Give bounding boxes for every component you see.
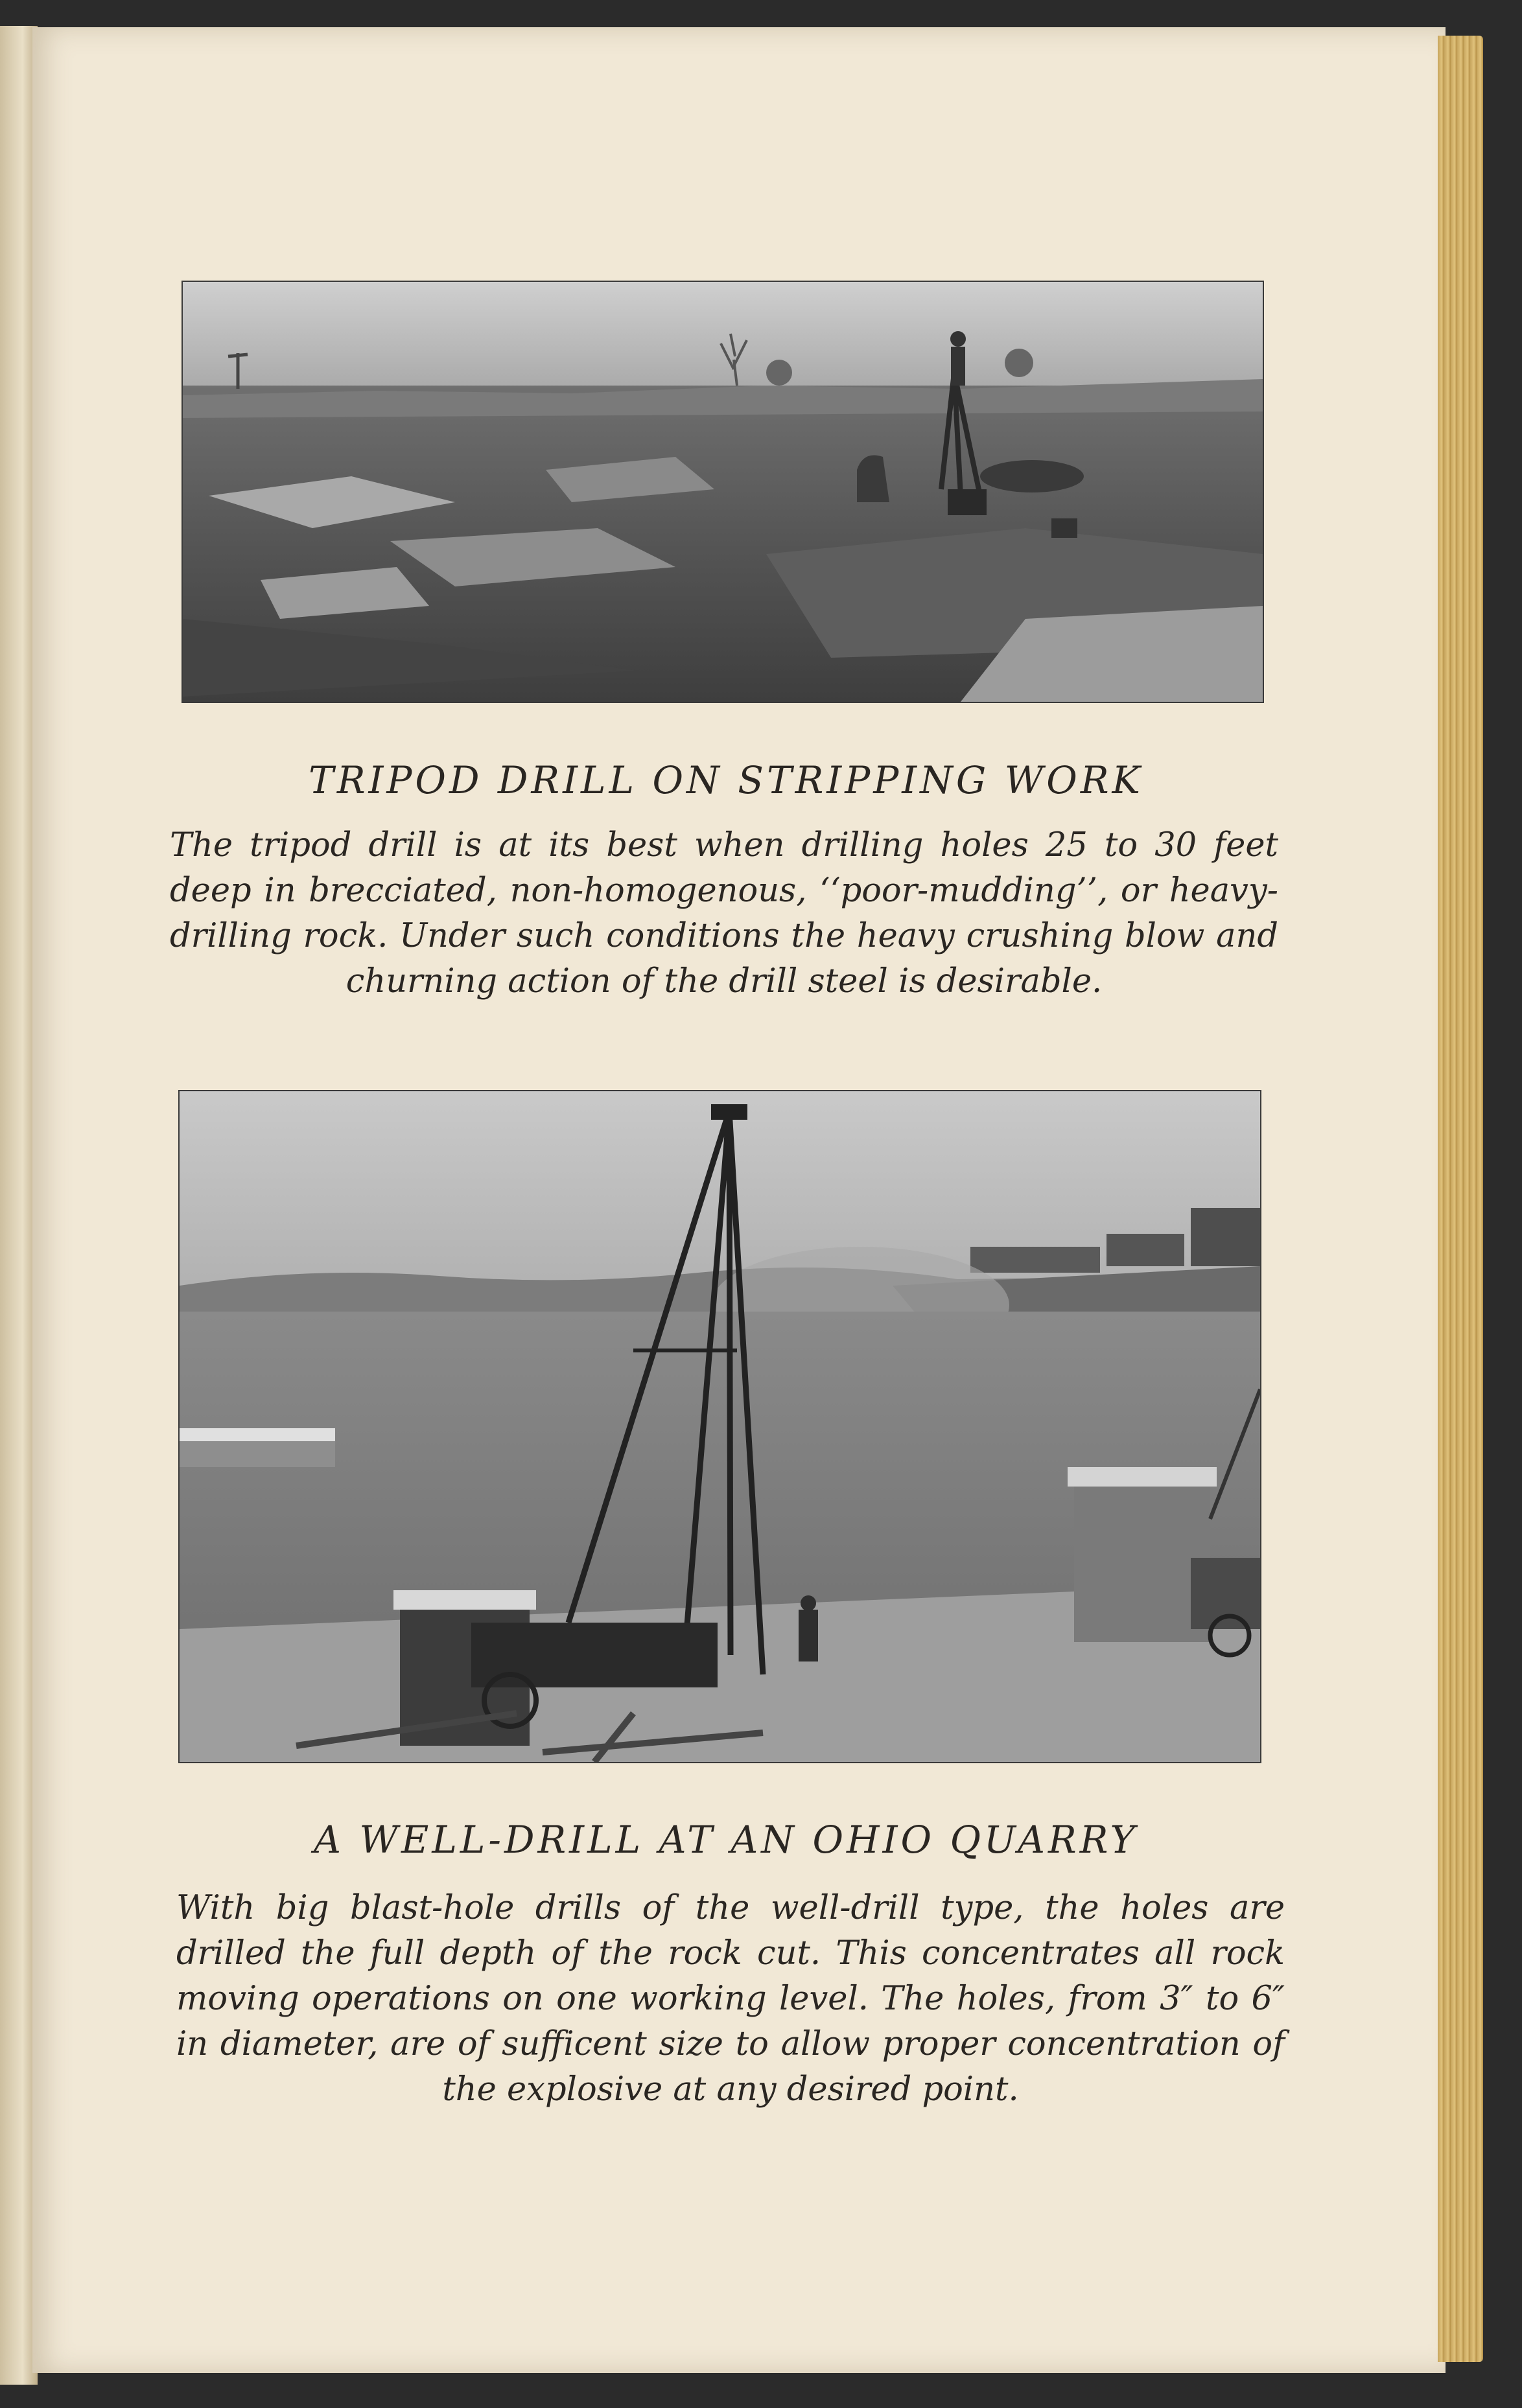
well-drill-photo (178, 1090, 1261, 1763)
figure-1-title: TRIPOD DRILL ON STRIPPING WORK (309, 758, 1143, 802)
figure-2-caption: With big blast-hole drills of the well-drill type, the holes are drilled the full depth of the rock cut. This concentrates all rock moving operations on one working level. The holes, from 3″ to 6″ in diameter, are of sufficent size to allow proper concentration of the explosive at any desired point. (176, 1889, 1285, 2109)
tripod-drill-photo (181, 281, 1264, 703)
page-edges (1438, 36, 1483, 2362)
figure-2-title: A WELL-DRILL AT AN OHIO QUARRY (314, 1818, 1138, 1862)
figure-1-caption: The tripod drill is at its best when drilling holes 25 to 30 feet deep in brecciated, non-homogenous, ‘‘poor-mudding’’, or heavy-drilling rock. Under such conditions the heavy crushing blow and churning action of the drill steel is desirable. (170, 826, 1278, 1001)
